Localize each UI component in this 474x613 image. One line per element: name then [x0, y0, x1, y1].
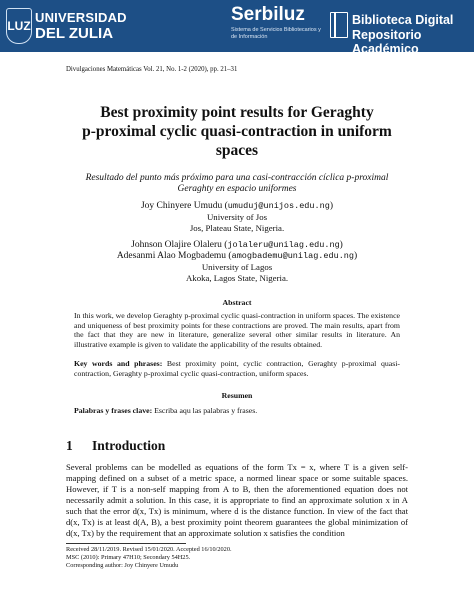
affiliation-2-line-2: Akoka, Lagos State, Nigeria.	[185, 273, 289, 283]
title-line-2: p-proximal cyclic quasi-contraction in uniform	[82, 123, 392, 140]
section-heading	[66, 438, 408, 454]
title-line-1: Best proximity point results for Geraghty	[100, 104, 374, 121]
spanish-title-line-2: Geraghty en espacio uniformes	[177, 184, 297, 194]
affiliation-2-line-1: University of Lagos	[201, 262, 273, 272]
author-block-2	[66, 240, 408, 284]
journal-header: Divulgaciones Matemáticas Vol. 21, No. 1-2 (2020), pp. 21–31	[66, 66, 238, 73]
author-2: Johnson Olajire Olaleru (jolaleru@unilag.edu.ng)	[131, 240, 343, 250]
palabras-clave	[74, 406, 400, 416]
footnote-rule	[66, 543, 186, 544]
footnote-dates: Received 28/11/2019. Revised 15/01/2020. Accepted 16/10/2020.	[66, 546, 232, 554]
affiliation-1-line-2: Jos, Plateau State, Nigeria.	[189, 223, 285, 233]
footnote-corresponding: Corresponding author: Joy Chinyere Umudu	[66, 562, 179, 570]
author-1: Joy Chinyere Umudu (umuduj@unijos.edu.ng)	[140, 201, 333, 211]
serbiluz-subtitle: Sistema de Servicios Bibliotecarios y de Información	[231, 27, 321, 40]
section-number: 1	[66, 438, 73, 454]
abstract-text: In this work, we develop Geraghty p-proximal cyclic quasi-contraction in uniform spaces. The existence and uniqueness of best proximity points for these contractions are proved. The main results, apart from the fact that they are new in literature, generalize several other similar results in literature. An illustrative example is given to validate the applicability of the results obtained.	[74, 311, 400, 349]
university-name-line1: UNIVERSIDAD	[35, 10, 127, 25]
spanish-title-line-1: Resultado del punto más próximo para una casi-contracción cíclica p-proximal	[85, 173, 389, 183]
spanish-title	[66, 173, 408, 195]
affiliation-1-line-1: University of Jos	[206, 212, 268, 222]
paper-title	[66, 103, 408, 160]
section-title: Introduction	[92, 438, 166, 454]
repository-banner	[0, 0, 474, 56]
author-1-email[interactable]: umuduj@unijos.edu.ng	[227, 201, 330, 211]
palabras-label: Palabras y frases clave:	[74, 405, 153, 415]
author-3-email[interactable]: amogbademu@unilag.edu.ng	[231, 251, 355, 261]
resumen-heading: Resumen	[221, 390, 253, 400]
book-icon	[330, 12, 348, 38]
university-name-line2: DEL ZULIA	[35, 25, 114, 42]
author-2-email[interactable]: jolaleru@unilag.edu.ng	[227, 240, 340, 250]
keywords-label: Key words and phrases:	[74, 359, 163, 369]
introduction-text: Several problems can be modelled as equations of the form Tx = x, where T is a given self-mapping defined on a subset of a metric space, a normed linear space or some suitable spaces. However, if T is a non-self mapping from A to B, then the aforementioned equation does not necessarily admit a solution. In this case, it is appropriate to find an approximate solution x in A such that the error d(x, Tx) is minimum, where d is the distance function. In view of the fact that d(x, Tx) is at least d(A, B), a best proximity point theorem guarantees the global minimization of d(x, Tx) by the requirement that an approximate solution x satisfies the condition	[66, 462, 408, 539]
abstract-heading: Abstract	[222, 298, 252, 307]
footnote	[66, 546, 408, 570]
palabras-text: Escriba aqu las palabras y frases.	[154, 405, 258, 415]
paper-page	[66, 52, 408, 570]
keywords	[74, 359, 400, 378]
library-title-line2: Repositorio Académico	[352, 28, 422, 56]
author-3: Adesanmi Alao Mogbademu (amogbademu@unilag.edu.ng)	[116, 251, 358, 261]
keywords-text: Best proximity point, cyclic contraction, Geraghty p-proximal quasi-contraction, Geraghty p-proximal cyclic quasi-contraction, uniform spaces.	[74, 359, 400, 378]
title-line-3: spaces	[215, 142, 259, 159]
serbiluz-logo-text: Serbiluz	[231, 4, 305, 25]
author-block-1	[66, 201, 408, 234]
library-title-line1: Biblioteca Digital	[352, 13, 454, 27]
university-shield-logo: LUZ	[6, 8, 32, 44]
footnote-msc: MSC (2010): Primary 47H10; Secondary 54H25.	[66, 554, 191, 562]
